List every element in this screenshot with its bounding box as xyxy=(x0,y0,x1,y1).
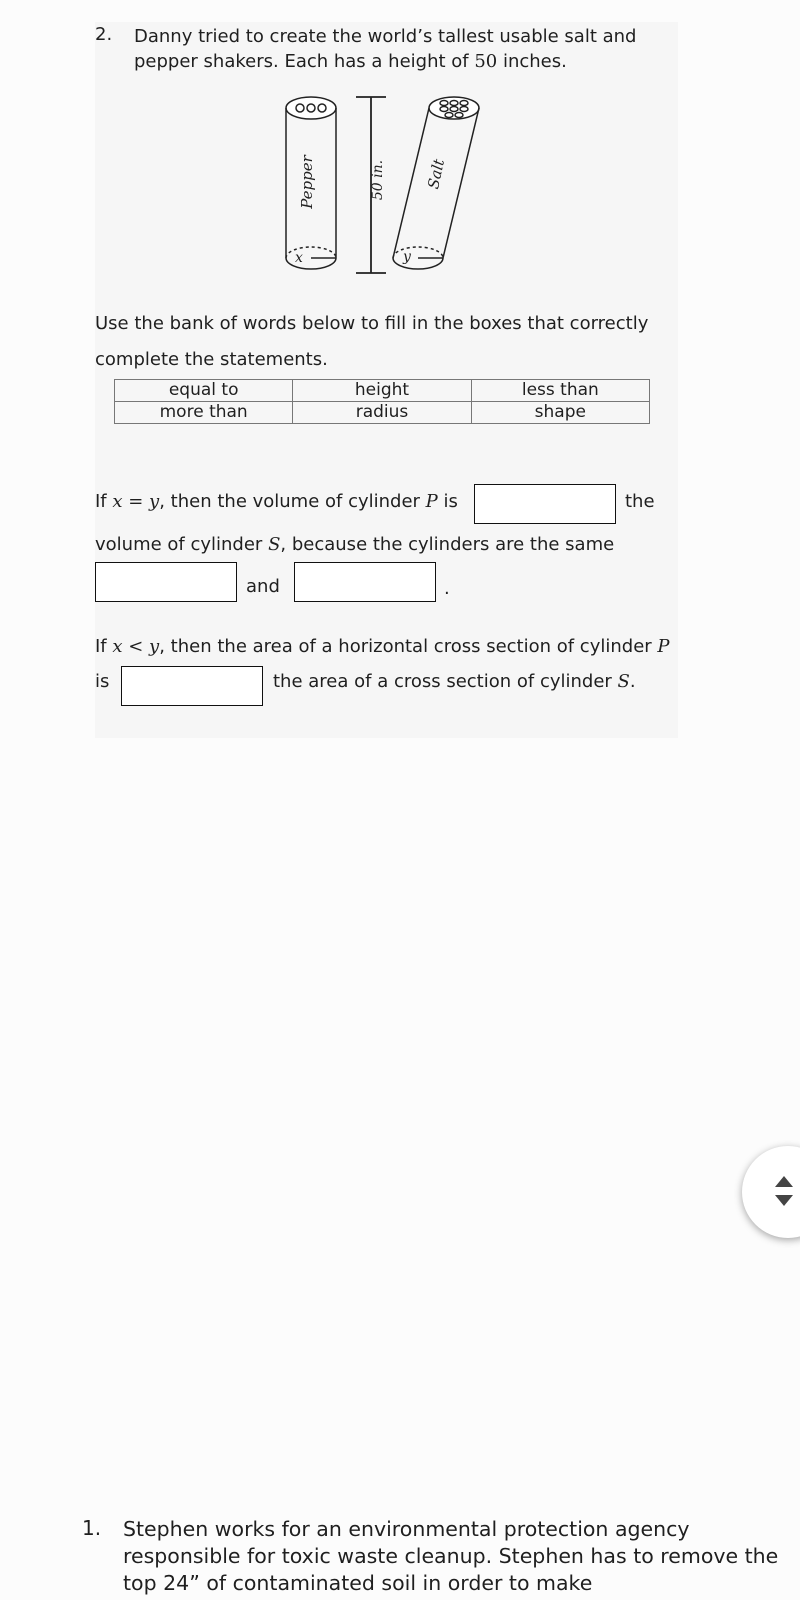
height-label: 50 in. xyxy=(370,159,386,201)
cylinders-figure xyxy=(276,90,496,285)
question-number: 2. xyxy=(95,24,113,45)
answer-box-4[interactable] xyxy=(121,666,263,706)
answer-box-2[interactable] xyxy=(95,562,237,602)
statement1-period: . xyxy=(444,578,450,599)
statement2-line1: If x < y, then the area of a horizontal cross section of cylinder P xyxy=(95,636,670,657)
answer-box-1[interactable] xyxy=(474,484,616,524)
y-label: y xyxy=(403,249,411,265)
statement2-is: is xyxy=(95,671,110,692)
statement1-the: the xyxy=(625,491,655,512)
answer-box-3[interactable] xyxy=(294,562,436,602)
question-text: Danny tried to create the world’s tallest usable salt and pepper shakers. Each has a height of 50 inches. xyxy=(134,26,637,72)
salt-label: Salt xyxy=(424,157,449,191)
word-bank-cell: radius xyxy=(293,402,471,424)
word-bank-row xyxy=(115,380,650,402)
word-bank-cell: shape xyxy=(471,402,649,424)
x-label: x xyxy=(295,250,303,266)
word-bank-cell: equal to xyxy=(115,380,293,402)
scroll-down-icon[interactable] xyxy=(775,1195,793,1206)
next-question-number: 1. xyxy=(82,1516,102,1540)
next-question-text: Stephen works for an environmental protection agency responsible for toxic waste cleanup. Stephen has to remove the top 24” of contaminated soil in order to make xyxy=(123,1517,779,1595)
word-bank-cell: more than xyxy=(115,402,293,424)
pepper-label: Pepper xyxy=(298,155,316,209)
word-bank xyxy=(114,379,650,424)
page-scroll-button[interactable] xyxy=(742,1146,800,1238)
statement2-line2: the area of a cross section of cylinder S. xyxy=(273,671,636,692)
word-bank-cell: less than xyxy=(471,380,649,402)
word-bank-row xyxy=(115,402,650,424)
scroll-up-icon[interactable] xyxy=(775,1176,793,1187)
statement1-line2: volume of cylinder S, because the cylinders are the same xyxy=(95,534,615,555)
instructions: Use the bank of words below to fill in the boxes that correctly complete the statements. xyxy=(95,313,649,370)
statement1-line1: If x = y, then the volume of cylinder P is xyxy=(95,491,458,512)
statement1-and: and xyxy=(246,576,280,597)
word-bank-cell: height xyxy=(293,380,471,402)
